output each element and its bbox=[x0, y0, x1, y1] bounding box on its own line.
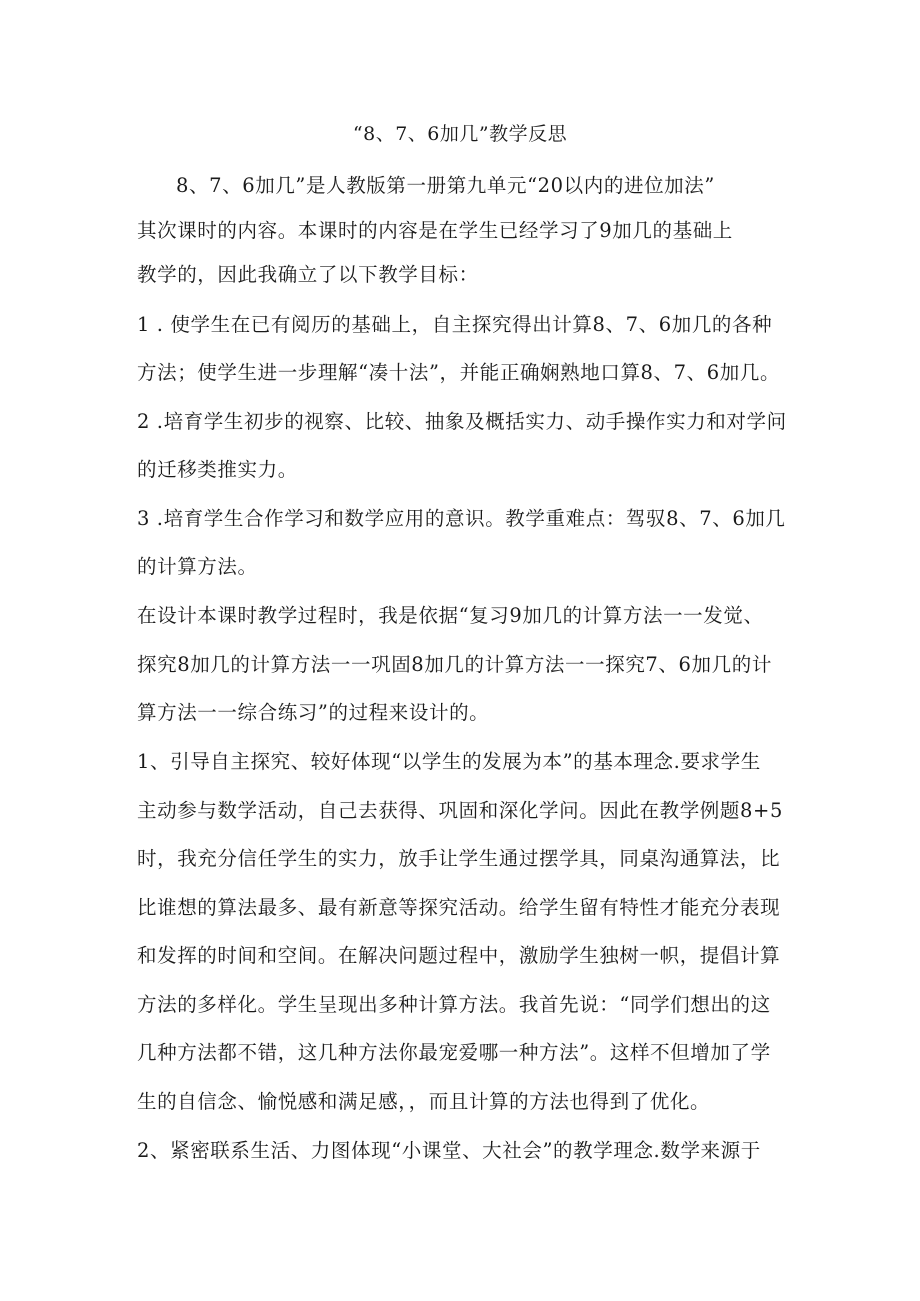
paragraph-line: 在设计本课时教学过程时，我是依据“复习9加几的计算方法一一发觉、 bbox=[137, 604, 764, 627]
paragraph-line: 和发挥的时间和空间。在解决问题过程中，激励学生独树一帜，提倡计算 bbox=[137, 944, 781, 967]
paragraph-line: 几种方法都不错，这几种方法你最宠爱哪一种方法”。这样不但增加了学 bbox=[137, 1041, 771, 1064]
paragraph-line: 2 .培育学生初步的视察、比较、抽象及概括实力、动手操作实力和对学问 bbox=[137, 410, 787, 433]
paragraph-line: 比谁想的算法最多、最有新意等探究活动。给学生留有特性才能充分表现 bbox=[137, 896, 781, 919]
paragraph-line: 探究8加几的计算方法一一巩固8加几的计算方法一一探究7、6加几的计 bbox=[137, 653, 772, 676]
document-title: “8、7、6加几”教学反思 bbox=[352, 123, 568, 145]
paragraph-line: 方法；使学生进一步理解“凑十法”，并能正确娴熟地口算8、7、6加几。 bbox=[137, 361, 781, 384]
paragraph-line: 算方法一一综合练习”的过程来设计的。 bbox=[137, 701, 490, 724]
paragraph-line: 的迁移类推实力。 bbox=[137, 458, 298, 481]
paragraph-line: 2、紧密联系生活、力图体现“小课堂、大社会”的教学理念.数学来源于 bbox=[137, 1139, 761, 1162]
paragraph-line: 时，我充分信任学生的实力，放手让学生通过摆学具，同桌沟通算法，比 bbox=[137, 847, 781, 870]
paragraph-line: 教学的，因此我确立了以下教学目标： bbox=[137, 263, 479, 286]
paragraph-line: 的计算方法。 bbox=[137, 555, 258, 578]
paragraph-line: 其次课时的内容。本课时的内容是在学生已经学习了9加几的基础上 bbox=[137, 219, 733, 242]
paragraph-line: 1 . 使学生在已有阅历的基础上，自主探究得出计算8、7、6加几的各种 bbox=[137, 313, 773, 336]
paragraph-line: 8、7、6加几”是人教版第一册第九单元“20以内的进位加法” bbox=[176, 174, 715, 197]
paragraph-line: 方法的多样化。学生呈现出多种计算方法。我首先说：“同学们想出的这 bbox=[137, 993, 771, 1016]
paragraph-line: 生的自信念、愉悦感和满足感，，而且计算的方法也得到了优化。 bbox=[137, 1090, 711, 1113]
paragraph-line: 1、引导自主探究、较好体现“以学生的发展为本”的基本理念.要求学生 bbox=[137, 750, 761, 773]
paragraph-line: 主动参与数学活动，自己去获得、巩固和深化学问。因此在教学例题8+5 bbox=[137, 799, 783, 822]
paragraph-line: 3 .培育学生合作学习和数学应用的意识。教学重难点：驾驭8、7、6加几 bbox=[137, 507, 786, 530]
